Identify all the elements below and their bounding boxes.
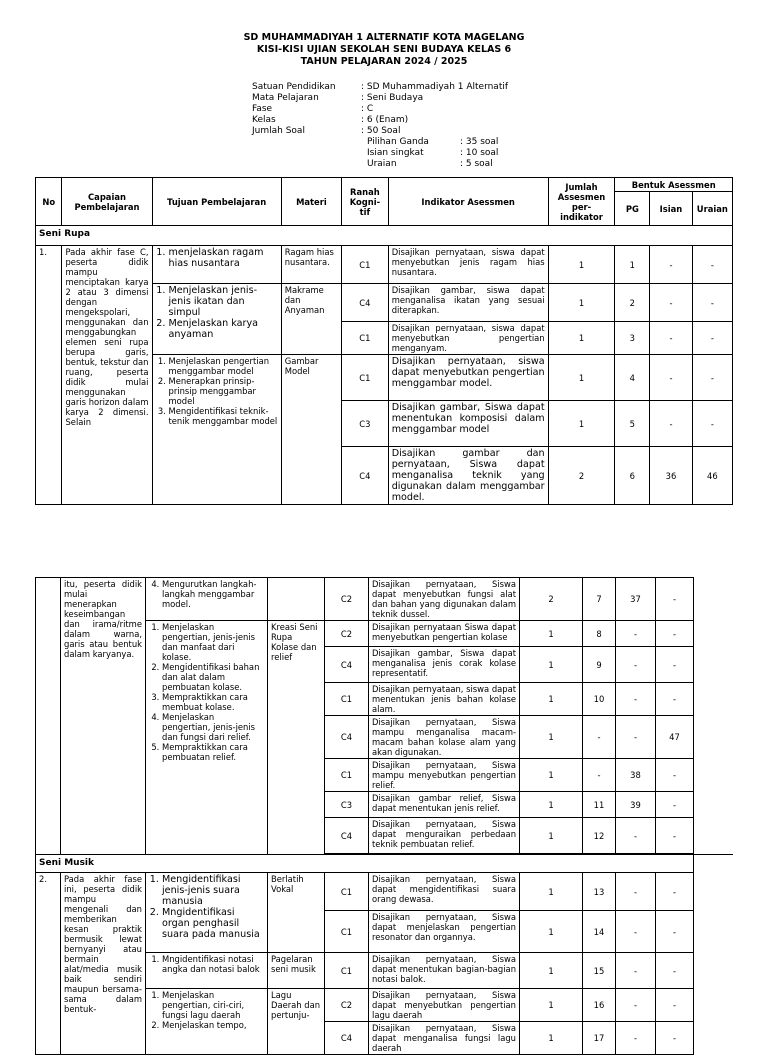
ranah-cell: C1 bbox=[342, 246, 389, 284]
materi-cell: Ragam hias nusantara. bbox=[281, 246, 341, 284]
ranah-cell: C1 bbox=[325, 873, 369, 911]
uraian-cell: - bbox=[656, 911, 694, 953]
ranah-cell: C1 bbox=[325, 911, 369, 953]
pg-cell: 2 bbox=[615, 284, 650, 322]
isian-cell: - bbox=[616, 818, 656, 854]
academic-year: TAHUN PELAJARAN 2024 / 2025 bbox=[300, 56, 468, 67]
pg-cell: 15 bbox=[583, 953, 616, 989]
jumlah-cell: 1 bbox=[548, 246, 615, 284]
list-item: 5. Mempraktikkan cara pembuatan relief. bbox=[162, 742, 264, 762]
tujuan-list bbox=[149, 622, 264, 762]
meta-uraian-value: : 5 soal bbox=[460, 159, 493, 169]
uraian-cell: - bbox=[656, 953, 694, 989]
ranah-cell: C1 bbox=[325, 683, 369, 716]
indikator-cell: Disajikan gambar, siswa dapat menganalisa ikatan yang sesuai diterapkan. bbox=[388, 284, 548, 322]
materi-cell: Lagu Daerah dan pertunju- bbox=[268, 989, 325, 1055]
indikator-cell: Disajikan gambar dan pernyataan, Siswa dapat menganalisa teknik yang digunakan dalam menggambar model. bbox=[388, 447, 548, 505]
list-item: 1. menjelaskan ragam hias nusantara bbox=[169, 247, 278, 269]
capaian-text: Pada akhir fase ini, peserta didik mampu mengenali dan memberikan kesan praktik bermusik lewat bernyanyi atau bermain alat/media musik baik sendiri maupun bersama-sama dalam bentuk- bbox=[61, 873, 146, 1055]
list-item: 4. Menjelaskan pengertian, jenis-jenis dan fungsi dari relief. bbox=[162, 712, 264, 742]
indikator-cell: Disajikan gambar, Siswa dapat menganalisa jenis corak kolase representatif. bbox=[369, 647, 520, 683]
jumlah-cell: 1 bbox=[548, 401, 615, 447]
school-name: SD MUHAMMADIYAH 1 ALTERNATIF KOTA MAGELANG bbox=[243, 32, 525, 43]
header-indikator: Indikator Asessmen bbox=[388, 178, 548, 226]
capaian-text: Pada akhir fase C, peserta didik mampu menciptakan karya 2 atau 3 dimensi dengan mengekspolari, menggunakan dan menggabungkan elemen seni rupa berupa garis, bentuk, tekstur dan ruang, peserta didik mulai menggunakan garis horizon dalam karya 2 dimensi. Selain bbox=[62, 246, 152, 505]
pg-cell: 8 bbox=[583, 621, 616, 647]
indikator-cell: Disajikan pernyataan, Siswa dapat menyebutkan pengertian lagu daerah bbox=[369, 989, 520, 1022]
indikator-cell: Disajikan pernyataan, Siswa dapat menguraikan perbedaan teknik pembuatan relief. bbox=[369, 818, 520, 854]
table-row bbox=[36, 578, 733, 621]
materi-cell: Makrame dan Anyaman bbox=[281, 284, 341, 355]
ranah-cell: C2 bbox=[325, 578, 369, 621]
document-title: KISI-KISI UJIAN SEKOLAH SENI BUDAYA KELAS 6 bbox=[256, 44, 512, 55]
isian-cell: - bbox=[616, 621, 656, 647]
isian-cell: - bbox=[650, 401, 692, 447]
materi-cell: Gambar Model bbox=[281, 355, 341, 505]
jumlah-cell: 1 bbox=[520, 759, 583, 792]
uraian-cell: - bbox=[656, 1022, 694, 1055]
row-no: 2. bbox=[36, 873, 61, 1055]
jumlah-cell: 1 bbox=[520, 989, 583, 1022]
meta-satuan-label: Satuan Pendidikan bbox=[252, 82, 336, 92]
pg-cell: 5 bbox=[615, 401, 650, 447]
jumlah-cell: 1 bbox=[520, 953, 583, 989]
list-item: 2. Menerapkan prinsip-prinsip menggambar model bbox=[169, 376, 278, 406]
ranah-cell: C1 bbox=[342, 322, 389, 355]
kisi-kisi-table-page1 bbox=[35, 177, 733, 505]
list-item: 1. Menjelaskan pengertian, ciri-ciri, fungsi lagu daerah bbox=[162, 990, 264, 1020]
page-break bbox=[0, 508, 768, 574]
meta-kelas-label: Kelas bbox=[252, 115, 276, 125]
meta-uraian-label: Uraian bbox=[367, 159, 397, 169]
materi-cell: Pagelaran seni musik bbox=[268, 953, 325, 989]
uraian-cell: - bbox=[656, 792, 694, 818]
isian-cell: - bbox=[616, 1022, 656, 1055]
tujuan-list bbox=[156, 285, 278, 340]
pg-cell: 11 bbox=[583, 792, 616, 818]
tujuan-list bbox=[156, 247, 278, 269]
uraian-cell: 46 bbox=[692, 447, 732, 505]
table-row bbox=[36, 873, 733, 911]
meta-mapel-label: Mata Pelajaran bbox=[252, 93, 319, 103]
uraian-cell: - bbox=[656, 683, 694, 716]
list-item: 1. Mengidentifikasi jenis-jenis suara manusia bbox=[162, 874, 264, 907]
ranah-cell: C3 bbox=[325, 792, 369, 818]
jumlah-cell: 1 bbox=[520, 792, 583, 818]
ranah-cell: C4 bbox=[325, 818, 369, 854]
header-jumlah: Jumlah Assesmen per-indikator bbox=[548, 178, 615, 226]
pg-cell: 17 bbox=[583, 1022, 616, 1055]
materi-cell-empty bbox=[268, 578, 325, 621]
indikator-cell: Disajikan pernyataan, Siswa mampu menyebutkan pengertian relief. bbox=[369, 759, 520, 792]
row-no: 1. bbox=[36, 246, 62, 505]
ranah-cell: C1 bbox=[325, 759, 369, 792]
header-no: No bbox=[36, 178, 62, 226]
pg-cell: 12 bbox=[583, 818, 616, 854]
list-item: 3. Mengidentifikasi teknik-tenik menggambar model bbox=[169, 406, 278, 426]
pg-cell: 3 bbox=[615, 322, 650, 355]
jumlah-cell: 1 bbox=[520, 647, 583, 683]
list-item: 3. Mempraktikkan cara membuat kolase. bbox=[162, 692, 264, 712]
indikator-cell: Disajikan pernyataan, Siswa dapat menentukan bagian-bagian notasi balok. bbox=[369, 953, 520, 989]
isian-cell: - bbox=[650, 246, 692, 284]
meta-kelas-value: : 6 (Enam) bbox=[361, 115, 409, 125]
tujuan-list bbox=[149, 990, 264, 1030]
ranah-cell: C4 bbox=[342, 447, 389, 505]
header-isian: Isian bbox=[650, 192, 692, 226]
jumlah-cell: 2 bbox=[520, 578, 583, 621]
indikator-cell: Disajikan pernyataan, Siswa dapat menganalisa fungsi lagu daerah bbox=[369, 1022, 520, 1055]
meta-satuan-value: : SD Muhammadiyah 1 Alternatif bbox=[361, 82, 509, 92]
header-tujuan: Tujuan Pembelajaran bbox=[152, 178, 281, 226]
indikator-cell: Disajikan pernyataan, Siswa dapat menjelaskan pengertian resonator dan organnya. bbox=[369, 911, 520, 953]
isian-cell: - bbox=[616, 989, 656, 1022]
ranah-cell: C4 bbox=[325, 647, 369, 683]
pg-cell: 7 bbox=[583, 578, 616, 621]
meta-isian-value: : 10 soal bbox=[460, 148, 499, 158]
isian-cell: - bbox=[616, 953, 656, 989]
uraian-cell: - bbox=[656, 818, 694, 854]
uraian-cell: - bbox=[692, 284, 732, 322]
meta-fase-label: Fase bbox=[252, 104, 273, 114]
indikator-cell: Disajikan pernyataan, siswa dapat menyebutkan jenis ragam hias nusantara. bbox=[388, 246, 548, 284]
tujuan-list bbox=[149, 874, 264, 940]
uraian-cell: - bbox=[692, 322, 732, 355]
pg-cell: - bbox=[583, 759, 616, 792]
table-row bbox=[36, 246, 733, 284]
jumlah-cell: 1 bbox=[520, 818, 583, 854]
ranah-cell: C3 bbox=[342, 401, 389, 447]
isian-cell: - bbox=[616, 716, 656, 759]
pg-cell: 14 bbox=[583, 911, 616, 953]
isian-cell: - bbox=[650, 284, 692, 322]
jumlah-cell: 1 bbox=[520, 683, 583, 716]
header-uraian: Uraian bbox=[692, 192, 732, 226]
ranah-cell: C1 bbox=[342, 355, 389, 401]
uraian-cell: - bbox=[692, 246, 732, 284]
meta-fase-value: : C bbox=[361, 104, 374, 114]
uraian-cell: - bbox=[656, 647, 694, 683]
jumlah-cell: 1 bbox=[520, 1022, 583, 1055]
list-item: 2. Menjelaskan karya anyaman bbox=[169, 318, 278, 340]
meta-isian-label: Isian singkat bbox=[367, 148, 424, 158]
header-bentuk: Bentuk Asessmen bbox=[615, 178, 733, 192]
header-capaian: Capaian Pembelajaran bbox=[62, 178, 152, 226]
pg-cell: - bbox=[583, 716, 616, 759]
ranah-cell: C2 bbox=[325, 989, 369, 1022]
indikator-cell: Disajikan pernyataan Siswa dapat menyebutkan pengertian kolase bbox=[369, 621, 520, 647]
isian-cell: - bbox=[616, 911, 656, 953]
jumlah-cell: 1 bbox=[548, 322, 615, 355]
uraian-cell: - bbox=[656, 759, 694, 792]
indikator-cell: Disajikan gambar relief, Siswa dapat menentukan jenis relief. bbox=[369, 792, 520, 818]
meta-pg-value: : 35 soal bbox=[460, 137, 499, 147]
jumlah-cell: 1 bbox=[520, 716, 583, 759]
uraian-cell: - bbox=[692, 355, 732, 401]
indikator-cell: Disajikan pernyataan, siswa dapat menyebutkan pengertian menggambar model. bbox=[388, 355, 548, 401]
tujuan-list bbox=[156, 356, 278, 426]
meta-pg-label: Pilihan Ganda bbox=[367, 137, 429, 147]
header-ranah: Ranah Kogni-tif bbox=[342, 178, 389, 226]
isian-cell: 39 bbox=[616, 792, 656, 818]
list-item: 2. Mengidentifikasi bahan dan alat dalam pembuatan kolase. bbox=[162, 662, 264, 692]
pg-cell: 6 bbox=[615, 447, 650, 505]
isian-cell: 36 bbox=[650, 447, 692, 505]
indikator-cell: Disajikan pernyataan, siswa dapat menentukan jenis bahan kolase alam. bbox=[369, 683, 520, 716]
ranah-cell: C2 bbox=[325, 621, 369, 647]
isian-cell: - bbox=[616, 683, 656, 716]
ranah-cell: C4 bbox=[342, 284, 389, 322]
indikator-cell: Disajikan pernyataan, siswa dapat menyebutkan pengertian menganyam. bbox=[388, 322, 548, 355]
meta-jumlah-value: : 50 Soal bbox=[361, 126, 401, 136]
isian-cell: - bbox=[650, 322, 692, 355]
list-item: 1. Menjelaskan pengertian menggambar model bbox=[169, 356, 278, 376]
uraian-cell: - bbox=[656, 873, 694, 911]
section-seni-rupa: Seni Rupa bbox=[36, 226, 733, 246]
row-no-empty bbox=[36, 578, 61, 855]
list-item: 1. Menjelaskan pengertian, jenis-jenis dan manfaat dari kolase. bbox=[162, 622, 264, 662]
pg-cell: 4 bbox=[615, 355, 650, 401]
jumlah-cell: 1 bbox=[548, 355, 615, 401]
pg-cell: 1 bbox=[615, 246, 650, 284]
uraian-cell: - bbox=[656, 578, 694, 621]
meta-sub-labels bbox=[367, 137, 429, 170]
jumlah-cell: 2 bbox=[548, 447, 615, 505]
ranah-cell: C1 bbox=[325, 953, 369, 989]
tujuan-list bbox=[149, 954, 264, 974]
capaian-text: itu, peserta didik mulai menerapkan keseimbangan dan irama/ritme dalam warna, garis atau bentuk dalam karyanya. bbox=[61, 578, 146, 855]
pg-cell: 9 bbox=[583, 647, 616, 683]
section-seni-musik: Seni Musik bbox=[36, 855, 694, 873]
indikator-cell: Disajikan gambar, Siswa dapat menentukan komposisi dalam menggambar model bbox=[388, 401, 548, 447]
header-materi: Materi bbox=[281, 178, 341, 226]
tujuan-list bbox=[149, 579, 264, 609]
kisi-kisi-table-page2 bbox=[35, 577, 733, 1055]
isian-cell: 37 bbox=[616, 578, 656, 621]
meta-labels bbox=[252, 82, 336, 137]
list-item: 2. Mngidentifikasi organ penghasil suara pada manusia bbox=[162, 907, 264, 940]
meta-mapel-value: : Seni Budaya bbox=[361, 93, 424, 103]
uraian-cell: 47 bbox=[656, 716, 694, 759]
isian-cell: 38 bbox=[616, 759, 656, 792]
list-item: 4. Mengurutkan langkah-langkah menggambar model. bbox=[162, 579, 264, 609]
list-item: 2. Menjelaskan tempo, bbox=[162, 1020, 264, 1030]
isian-cell: - bbox=[616, 647, 656, 683]
jumlah-cell: 1 bbox=[520, 873, 583, 911]
list-item: 1. Mngidentifikasi notasi angka dan notasi balok bbox=[162, 954, 264, 974]
materi-cell: Kreasi Seni Rupa Kolase dan relief bbox=[268, 621, 325, 855]
isian-cell: - bbox=[616, 873, 656, 911]
isian-cell: - bbox=[650, 355, 692, 401]
list-item: 1. Menjelaskan jenis-jenis ikatan dan simpul bbox=[169, 285, 278, 318]
ranah-cell: C4 bbox=[325, 1022, 369, 1055]
jumlah-cell: 1 bbox=[548, 284, 615, 322]
meta-sub-values bbox=[460, 137, 498, 170]
pg-cell: 16 bbox=[583, 989, 616, 1022]
jumlah-cell: 1 bbox=[520, 621, 583, 647]
uraian-cell: - bbox=[656, 621, 694, 647]
uraian-cell: - bbox=[656, 989, 694, 1022]
indikator-cell: Disajikan pernyataan, Siswa dapat mengidentifikasi suara orang dewasa. bbox=[369, 873, 520, 911]
materi-cell: Berlatih Vokal bbox=[268, 873, 325, 953]
ranah-cell: C4 bbox=[325, 716, 369, 759]
indikator-cell: Disajikan pernyataan, Siswa mampu menganalisa macam-macam bahan kolase alam yang akan digunakan. bbox=[369, 716, 520, 759]
meta-values bbox=[361, 82, 508, 137]
meta-jumlah-label: Jumlah Soal bbox=[252, 126, 305, 136]
pg-cell: 10 bbox=[583, 683, 616, 716]
pg-cell: 13 bbox=[583, 873, 616, 911]
header-pg: PG bbox=[615, 192, 650, 226]
uraian-cell: - bbox=[692, 401, 732, 447]
jumlah-cell: 1 bbox=[520, 911, 583, 953]
indikator-cell: Disajikan pernyataan, Siswa dapat menyebutkan fungsi alat dan bahan yang digunakan dalam teknik dussel. bbox=[369, 578, 520, 621]
